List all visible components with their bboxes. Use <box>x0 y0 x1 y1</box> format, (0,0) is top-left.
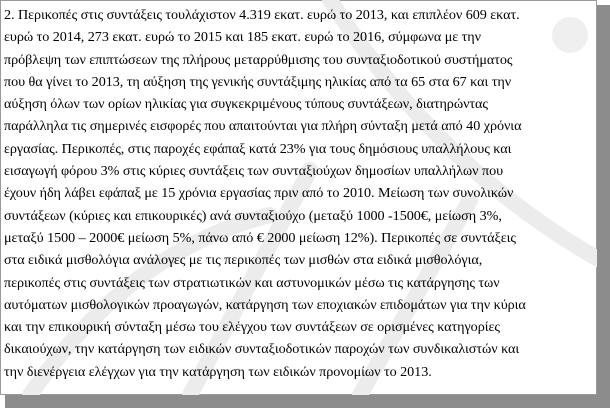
document-text <box>4 4 594 383</box>
text-line: μεταξύ 1500 – 2000€ μείωση 5%, πάνω από € 2000 μείωση 12%). Περικοπές σε συντάξεις <box>4 229 516 246</box>
page-shadow-bottom <box>5 395 610 408</box>
text-line: περικοπές στις συντάξεις των στρατιωτικών και αστυνομικών μέσω τις κατάργησης των <box>4 274 500 291</box>
text-line: παράλληλα τις σημερινές εισφορές που απαιτούνται για πλήρη σύνταξη μετά από 40 χρόνια <box>4 118 522 135</box>
text-line: έχουν ήδη λάβει εφάπαξ με 15 χρόνια εργασίας πριν από το 2010. Μείωση των συνολικών <box>4 185 514 202</box>
text-line: στα ειδικά μισθολόγια ανάλογες με τις περικοπές των μισθών στα ειδικά μισθολόγια, <box>4 252 483 269</box>
text-line: εισαγωγή φόρου 3% στις κύριες συντάξεις των συνταξιούχων δημοσίων υπαλλήλων που <box>4 163 504 180</box>
text-line: πρόβλεψη των επιπτώσεων της πλήρους μεταρρύθμισης του συνταξιοδοτικού συστήματος <box>4 51 513 68</box>
text-line: συντάξεων (κύριες και επικουρικές) ανά συνταξιούχο (μεταξύ 1000 -1500€, μείωση 3%, <box>4 207 502 224</box>
text-line: δικαιούχων, την κατάργηση των ειδικών συνταξιοδοτικών παροχών των συνδικαλιστών και <box>4 341 520 358</box>
text-line: 2. Περικοπές στις συντάξεις τουλάχιστον 4.319 εκατ. ευρώ το 2013, και επιπλέον 609 εκατ. <box>4 7 520 23</box>
text-line: την διενέργεια ελέγχων για την κατάργηση των ειδικών προνομίων το 2013. <box>4 363 432 380</box>
text-line: εργασίας. Περικοπές, στις παροχές εφάπαξ κατά 23% για τους δημόσιους υπαλλήλους και <box>4 140 512 157</box>
text-line: ευρώ το 2014, 273 εκατ. ευρώ το 2015 και 185 εκατ. ευρώ το 2016, σύμφωνα με την <box>4 29 481 46</box>
text-line: και την επικουρική σύνταξη μέσω του ελέγχου των συντάξεων σε ορισμένες κατηγορίες <box>4 319 500 336</box>
text-line: αύξηση όλων των ορίων ηλικίας για συγκεκριμένους τύπους συντάξεων, διατηρώντας <box>4 96 488 113</box>
page-shadow-right <box>597 5 610 408</box>
text-line: που θα γίνει το 2013, τη αύξηση της γενικής συντάξιμης ηλικίας από τα 65 στα 67 και την <box>4 73 512 90</box>
text-line: αυτόματων μισθολογικών προαγωγών, κατάργηση των εποχιακών επιδομάτων για την κύρια <box>4 296 526 313</box>
